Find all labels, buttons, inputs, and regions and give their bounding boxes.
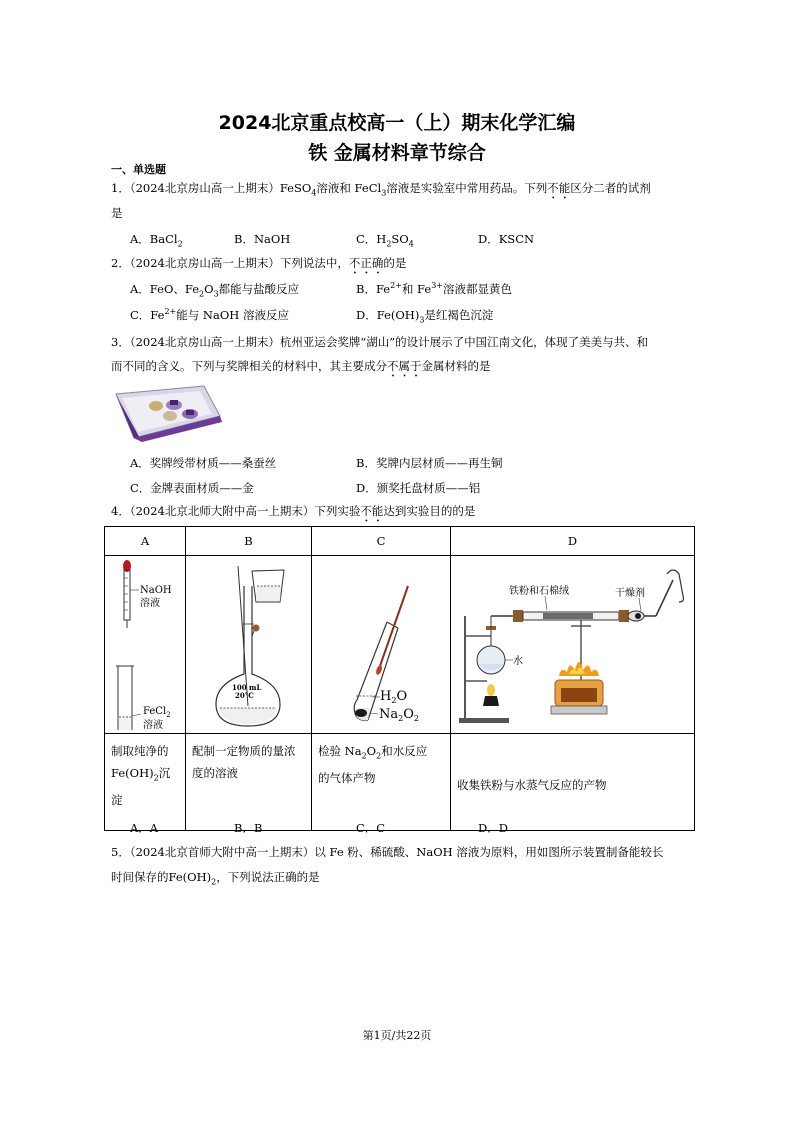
q3-option-d: D．颁奖托盘材质——铝: [356, 481, 481, 495]
q4-option-c: C．C: [356, 821, 386, 835]
question-2-stem: 2．（2024北京房山高一上期末）下列说法中，不正确的是: [111, 256, 407, 270]
document-subtitle: 铁 金属材料章节综合: [308, 142, 486, 164]
experiment-table: [104, 526, 695, 831]
question-1-stem: 1．（2024北京房山高一上期末）FeSO$_4$溶液和 FeCl$_3$溶液是实验室中常用药品。下列不能区分二者的试剂: [111, 181, 651, 198]
document-title: 2024北京重点校高一（上）期末化学汇编: [218, 112, 576, 134]
fecl2-label: FeCl$_2$: [143, 706, 171, 719]
q3-option-a: A．奖牌绶带材质——桑蚕丝: [130, 456, 277, 470]
header-a: A: [105, 527, 186, 556]
cell-b-diagram: [186, 556, 312, 734]
caption-b: 配制一定物质的量浓度的溶液: [186, 734, 312, 831]
header-d: D: [451, 527, 695, 556]
medal-tray-image: [112, 380, 224, 442]
q1-option-b: B．NaOH: [234, 232, 291, 246]
dropper-tube-diagram: [105, 556, 185, 730]
question-5-stem: 5．（2024北京首师大附中高一上期末）以 Fe 粉、稀硫酸、NaOH 溶液为原料，用如图所示装置制备能较长: [111, 845, 664, 859]
q1-option-c: C．$H_2SO_4$: [356, 232, 414, 249]
flask-volume-label: 100 mL: [232, 683, 262, 692]
fecl2-solution-label: 溶液: [143, 720, 163, 730]
question-5-stem-cont: 时间保存的$Fe(OH)_2$，下列说法正确的是: [111, 870, 320, 887]
q1-option-d: D．KSCN: [478, 232, 535, 246]
q2-option-a: A．FeO、$Fe_2O_3$都能与盐酸反应: [130, 282, 300, 299]
flask-temp-label: 20°C: [235, 691, 254, 700]
q2-option-b: B．$Fe^{2+}$和 $Fe^{3+}$溶液都显黄色: [356, 281, 513, 296]
question-1-stem-cont: 是: [111, 206, 123, 220]
cell-a-diagram: [105, 556, 186, 734]
q3-option-b: B．奖牌内层材质——再生铜: [356, 456, 503, 470]
q1-option-a: A．BaCl$_2$: [130, 232, 183, 249]
q2-option-d: D．$Fe(OH)_3$是红褐色沉淀: [356, 308, 494, 325]
test-tube-na2o2-diagram: [312, 556, 450, 730]
water-label: 水: [513, 656, 523, 667]
volumetric-flask-diagram: [186, 556, 311, 730]
question-4-stem: 4．（2024北京北师大附中高一上期末）下列实验不能达到实验目的的是: [111, 504, 476, 518]
q4-option-a: A．A: [130, 821, 159, 835]
iron-steam-apparatus-diagram: [451, 556, 694, 730]
cell-c-diagram: [312, 556, 451, 734]
q3-option-c: C．金牌表面材质——金: [130, 481, 254, 495]
cell-d-diagram: [451, 556, 695, 734]
caption-a: 制取纯净的 $Fe(OH)_2$沉 淀: [105, 734, 186, 831]
header-b: B: [186, 527, 312, 556]
naoh-solution-label: 溶液: [140, 598, 160, 609]
q4-option-b: B．B: [234, 821, 263, 835]
naoh-label: NaOH: [140, 585, 172, 596]
drying-agent-label: 干燥剂: [615, 588, 645, 599]
question-3-stem: 3．（2024北京房山高一上期末）杭州亚运会奖牌“湖山”的设计展示了中国江南文化，体现了美美与共、和: [111, 335, 649, 349]
h2o-label: $H_2O$: [380, 689, 408, 705]
caption-c: 检验 $Na_2O_2$和水反应 的气体产物: [312, 734, 451, 831]
question-3-stem-cont: 而不同的含义。下列与奖牌相关的材料中，其主要成分不属于金属材料的是: [111, 359, 491, 373]
na2o2-label: $Na_2O_2$: [379, 707, 419, 723]
caption-d: 收集铁粉与水蒸气反应的产物: [451, 734, 695, 831]
q4-option-d: D．D: [478, 821, 508, 835]
page-footer: 第1页/共22页: [362, 1029, 432, 1042]
section-heading: 一、单选题: [111, 163, 166, 176]
header-c: C: [312, 527, 451, 556]
iron-asbestos-label: 铁粉和石棉绒: [509, 586, 569, 597]
q2-option-c: C．$Fe^{2+}$能与 NaOH 溶液反应: [130, 307, 289, 322]
